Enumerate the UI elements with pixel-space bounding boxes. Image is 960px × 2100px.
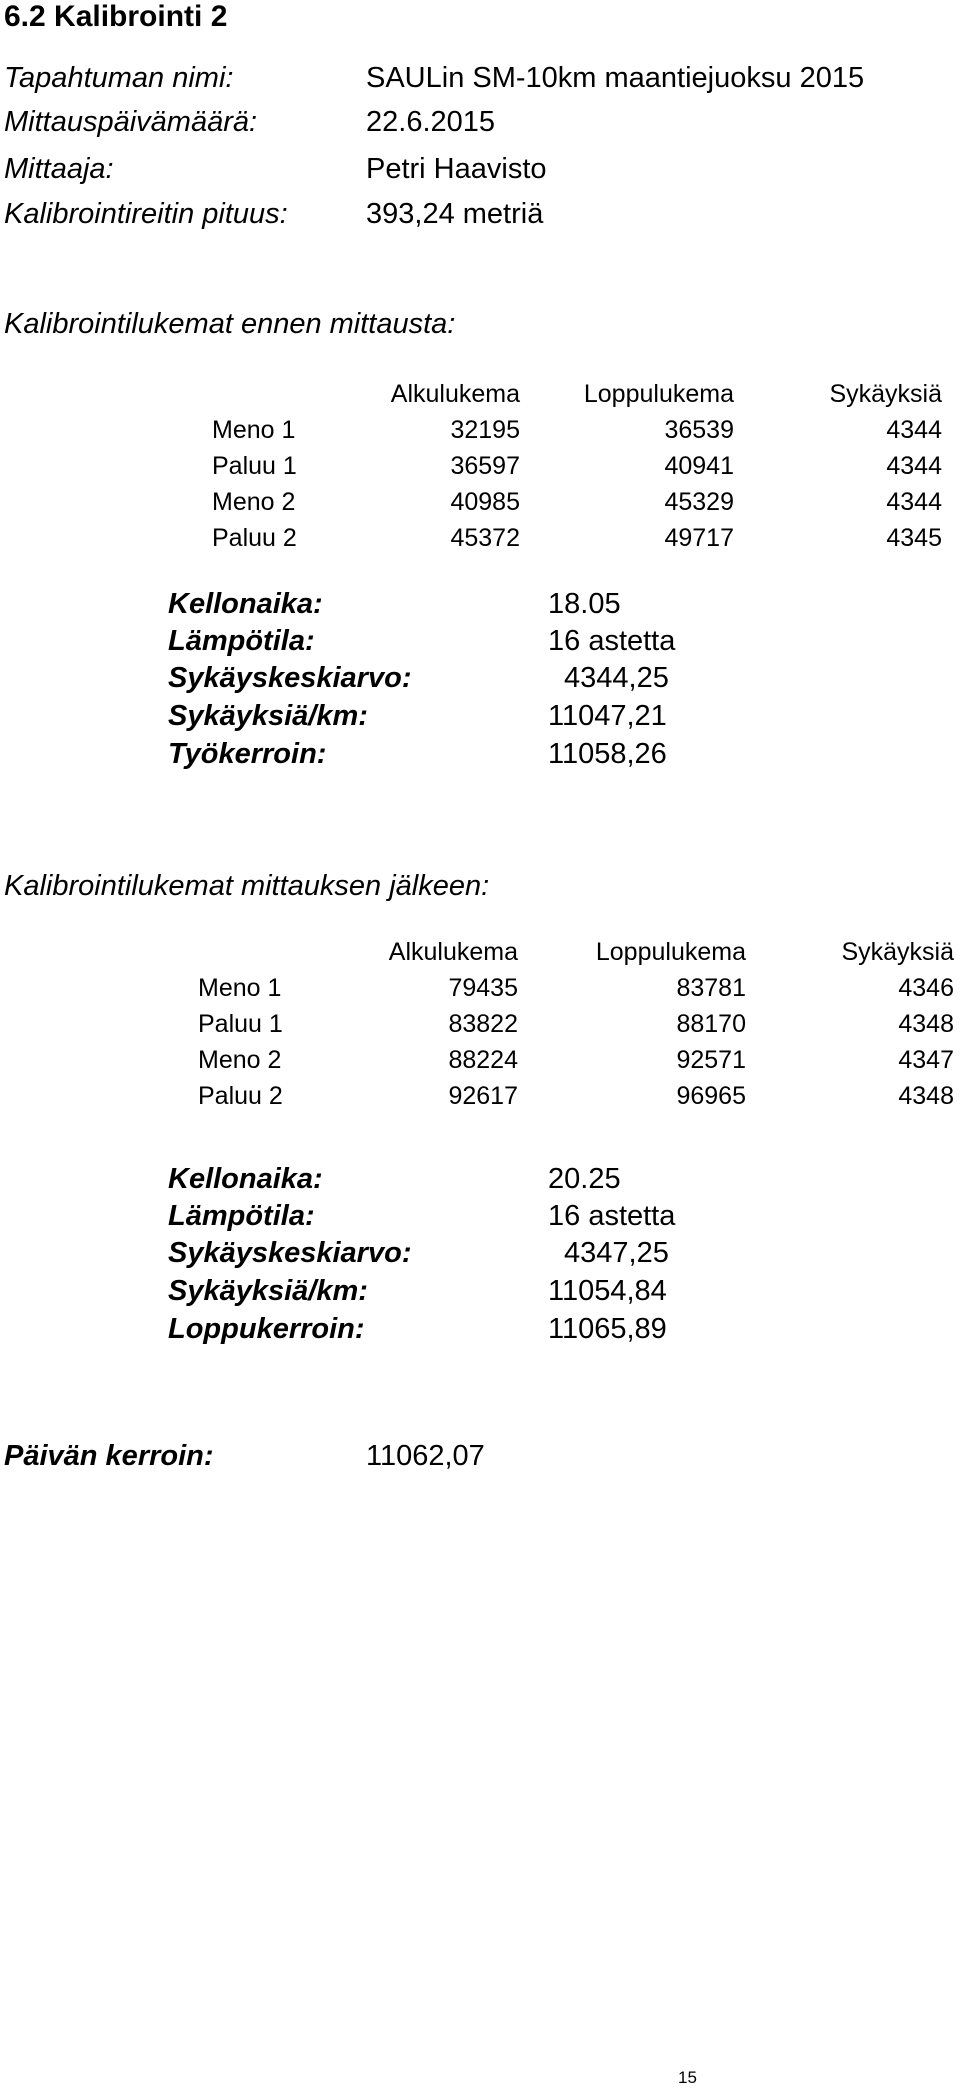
before-readings-table — [212, 376, 942, 556]
table-header-cell: Sykäyksiä — [829, 379, 942, 408]
pulse-count: 4348 — [898, 1009, 954, 1038]
start-reading: 45372 — [450, 523, 520, 552]
calibration-length-label: Kalibrointireitin pituus: — [4, 198, 288, 230]
after-temperature-label: Lämpötila: — [168, 1200, 315, 1232]
table-row — [198, 1078, 954, 1114]
table-header-row — [198, 934, 954, 970]
before-time-label: Kellonaika: — [168, 588, 323, 620]
pulse-count: 4346 — [898, 973, 954, 1002]
start-reading: 83822 — [448, 1009, 518, 1038]
end-reading: 49717 — [664, 523, 734, 552]
end-reading: 40941 — [664, 451, 734, 480]
start-reading: 40985 — [450, 487, 520, 516]
start-reading: 79435 — [448, 973, 518, 1002]
end-reading: 36539 — [664, 415, 734, 444]
pulse-count: 4344 — [886, 415, 942, 444]
before-average-label: Sykäyskeskiarvo: — [168, 662, 412, 694]
table-row — [212, 520, 942, 556]
after-per-km-label: Sykäyksiä/km: — [168, 1275, 368, 1307]
final-factor-label: Loppukerroin: — [168, 1313, 365, 1345]
start-reading: 92617 — [448, 1081, 518, 1110]
start-reading: 88224 — [448, 1045, 518, 1074]
before-section-title: Kalibrointilukemat ennen mittausta: — [4, 308, 456, 340]
after-time-value: 20.25 — [548, 1163, 621, 1195]
measurer-label: Mittaaja: — [4, 153, 114, 185]
table-row — [198, 1042, 954, 1078]
end-reading: 92571 — [676, 1045, 746, 1074]
pulse-count: 4348 — [898, 1081, 954, 1110]
pulse-count: 4347 — [898, 1045, 954, 1074]
after-average-value: 4347,25 — [564, 1237, 669, 1269]
pulse-count: 4345 — [886, 523, 942, 552]
pulse-count: 4344 — [886, 451, 942, 480]
row-label: Meno 1 — [198, 973, 282, 1002]
measurer-value: Petri Haavisto — [366, 153, 547, 185]
pulse-count: 4344 — [886, 487, 942, 516]
before-per-km-label: Sykäyksiä/km: — [168, 700, 368, 732]
table-row — [212, 412, 942, 448]
row-label: Paluu 1 — [198, 1009, 283, 1038]
before-temperature-label: Lämpötila: — [168, 625, 315, 657]
end-reading: 88170 — [676, 1009, 746, 1038]
end-reading: 45329 — [664, 487, 734, 516]
table-header-cell: Alkulukema — [390, 379, 520, 408]
row-label: Meno 2 — [212, 487, 296, 516]
after-readings-table — [198, 934, 954, 1114]
work-factor-label: Työkerroin: — [168, 738, 327, 770]
after-temperature-value: 16 astetta — [548, 1200, 676, 1232]
end-reading: 96965 — [676, 1081, 746, 1110]
row-label: Meno 2 — [198, 1045, 282, 1074]
table-header-row — [212, 376, 942, 412]
table-header-cell — [198, 934, 308, 970]
row-label: Meno 1 — [212, 415, 296, 444]
measurement-date-value: 22.6.2015 — [366, 106, 496, 138]
event-name-value: SAULin SM-10km maantiejuoksu 2015 — [366, 62, 865, 94]
table-row — [212, 448, 942, 484]
row-label: Paluu 1 — [212, 451, 297, 480]
before-average-value: 4344,25 — [564, 662, 669, 694]
event-name-label: Tapahtuman nimi: — [4, 62, 234, 94]
before-per-km-value: 11047,21 — [548, 700, 667, 732]
table-header-cell: Alkulukema — [388, 937, 518, 966]
final-factor-value: 11065,89 — [548, 1313, 667, 1345]
table-header-cell: Loppulukema — [583, 379, 734, 408]
row-label: Paluu 2 — [198, 1081, 283, 1110]
start-reading: 36597 — [450, 451, 520, 480]
table-header-cell — [212, 376, 308, 412]
measurement-date-label: Mittauspäivämäärä: — [4, 106, 258, 138]
table-row — [198, 1006, 954, 1042]
day-factor-value: 11062,07 — [366, 1440, 485, 1472]
row-label: Paluu 2 — [212, 523, 297, 552]
before-time-value: 18.05 — [548, 588, 621, 620]
table-row — [212, 484, 942, 520]
start-reading: 32195 — [450, 415, 520, 444]
before-temperature-value: 16 astetta — [548, 625, 676, 657]
after-per-km-value: 11054,84 — [548, 1275, 667, 1307]
page-number: 15 — [678, 2068, 697, 2087]
calibration-length-value: 393,24 metriä — [366, 198, 544, 230]
work-factor-value: 11058,26 — [548, 738, 667, 770]
after-section-title: Kalibrointilukemat mittauksen jälkeen: — [4, 870, 490, 902]
after-time-label: Kellonaika: — [168, 1163, 323, 1195]
day-factor-label: Päivän kerroin: — [4, 1440, 214, 1472]
table-header-cell: Sykäyksiä — [841, 937, 954, 966]
table-row — [198, 970, 954, 1006]
end-reading: 83781 — [676, 973, 746, 1002]
table-header-cell: Loppulukema — [595, 937, 746, 966]
after-average-label: Sykäyskeskiarvo: — [168, 1237, 412, 1269]
page-title: 6.2 Kalibrointi 2 — [4, 0, 228, 33]
